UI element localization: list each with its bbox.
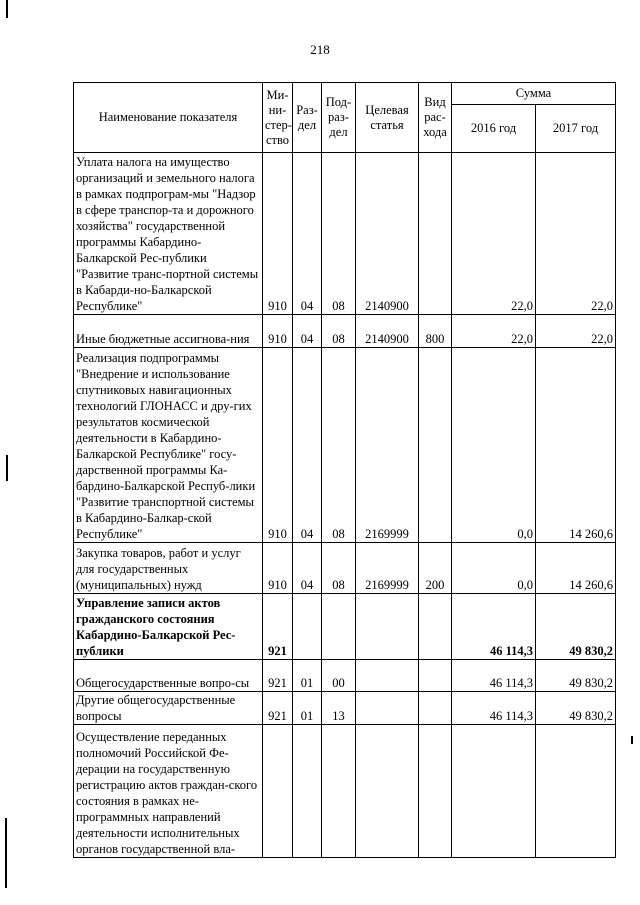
- row-subsection: 08: [322, 543, 356, 594]
- row-ministry: 910: [263, 315, 293, 348]
- row-section: 04: [293, 348, 322, 543]
- row-sum-2016: 22,0: [452, 153, 536, 315]
- row-sum-2017: 49 830,2: [536, 692, 616, 725]
- row-subsection: 13: [322, 692, 356, 725]
- row-ministry: 910: [263, 348, 293, 543]
- row-sum-2017: 49 830,2: [536, 660, 616, 692]
- table-row: [74, 543, 616, 594]
- row-sum-2017: 14 260,6: [536, 348, 616, 543]
- header-year-2016: 2016 год: [452, 105, 536, 153]
- row-name: Уплата налога на имущество организаций и земельного налога в рамках подпрограм-мы "Надзор в сфере транспор-та и дорожного хозяйства" государственной программы Кабардино-Балкарской Рес-публики "Развитие транс-портной системы в Кабарди-но-Балкарской Республике": [74, 153, 263, 315]
- row-expense: [419, 153, 452, 315]
- row-sum-2016: [452, 725, 536, 858]
- row-sum-2016: 46 114,3: [452, 660, 536, 692]
- row-section: 01: [293, 660, 322, 692]
- header-name: Наименование показателя: [74, 83, 263, 153]
- header-year-2017: 2017 год: [536, 105, 616, 153]
- row-name: Другие общегосударственные вопросы: [74, 692, 263, 725]
- row-ministry: 921: [263, 692, 293, 725]
- row-target: 2169999: [356, 543, 419, 594]
- row-section: [293, 594, 322, 660]
- row-sum-2017: 14 260,6: [536, 543, 616, 594]
- row-subsection: [322, 594, 356, 660]
- row-expense: 800: [419, 315, 452, 348]
- header-target: Целевая статья: [356, 83, 419, 153]
- row-sum-2017: 22,0: [536, 315, 616, 348]
- row-sum-2017: [536, 725, 616, 858]
- header-expense-type: Вид рас- хода: [419, 83, 452, 153]
- row-name: Реализация подпрограммы "Внедрение и использование спутниковых навигационных технологий ГЛОНАСС и дру-гих результатов космической деятельности в Кабардино-Балкарской Республике" госу-дарственной программы Ка-бардино-Балкарской Респуб-лики "Развитие транспортной системы в Кабардино-Балкар-ской Республике": [74, 348, 263, 543]
- row-ministry: [263, 725, 293, 858]
- row-name: Иные бюджетные ассигнова-ния: [74, 315, 263, 348]
- row-target: [356, 692, 419, 725]
- row-sum-2017: 22,0: [536, 153, 616, 315]
- row-sum-2016: 22,0: [452, 315, 536, 348]
- row-expense: [419, 594, 452, 660]
- row-target: 2140900: [356, 315, 419, 348]
- row-subsection: 08: [322, 315, 356, 348]
- row-section: [293, 725, 322, 858]
- row-subsection: 08: [322, 153, 356, 315]
- header-section: Раз- дел: [293, 83, 322, 153]
- scan-edge-mark-bottom: [5, 818, 7, 888]
- table-row: [74, 660, 616, 692]
- table-row: [74, 725, 616, 858]
- page-number: 218: [310, 42, 330, 57]
- table-row: [74, 348, 616, 543]
- budget-table: [73, 82, 616, 858]
- header-sum: Сумма: [452, 83, 616, 105]
- scan-edge-mark-middle: [6, 455, 8, 481]
- row-expense: [419, 660, 452, 692]
- table-row: [74, 153, 616, 315]
- row-name: Общегосударственные вопро-сы: [74, 660, 263, 692]
- row-section: 04: [293, 543, 322, 594]
- row-subsection: 08: [322, 348, 356, 543]
- row-target: 2140900: [356, 153, 419, 315]
- scan-edge-mark-right: [631, 736, 633, 744]
- row-expense: [419, 725, 452, 858]
- table-row: [74, 692, 616, 725]
- row-ministry: 910: [263, 153, 293, 315]
- row-expense: [419, 348, 452, 543]
- row-section: 04: [293, 315, 322, 348]
- header-ministry: Ми- ни- стер- ство: [263, 83, 293, 153]
- row-sum-2016: 46 114,3: [452, 692, 536, 725]
- row-target: [356, 660, 419, 692]
- scan-edge-mark-top: [6, 0, 8, 18]
- row-subsection: [322, 725, 356, 858]
- row-ministry: 910: [263, 543, 293, 594]
- header-subsection: Под- раз- дел: [322, 83, 356, 153]
- row-section: 01: [293, 692, 322, 725]
- row-name: Закупка товаров, работ и услуг для государственных (муниципальных) нужд: [74, 543, 263, 594]
- row-target: 2169999: [356, 348, 419, 543]
- row-subsection: 00: [322, 660, 356, 692]
- row-sum-2017: 49 830,2: [536, 594, 616, 660]
- row-sum-2016: 0,0: [452, 543, 536, 594]
- row-name: Осуществление переданных полномочий Российской Фе-дерации на государственную регистрацию актов граждан-ского состояния в рамках не-программных направлений деятельности исполнительных органов государственной вла-: [74, 725, 263, 858]
- row-expense: 200: [419, 543, 452, 594]
- row-target: [356, 594, 419, 660]
- row-sum-2016: 46 114,3: [452, 594, 536, 660]
- row-sum-2016: 0,0: [452, 348, 536, 543]
- row-ministry: 921: [263, 660, 293, 692]
- row-target: [356, 725, 419, 858]
- row-expense: [419, 692, 452, 725]
- row-section: 04: [293, 153, 322, 315]
- table-row: [74, 594, 616, 660]
- row-ministry: 921: [263, 594, 293, 660]
- table-row: [74, 315, 616, 348]
- row-name: Управление записи актов гражданского состояния Кабардино-Балкарской Рес-публики: [74, 594, 263, 660]
